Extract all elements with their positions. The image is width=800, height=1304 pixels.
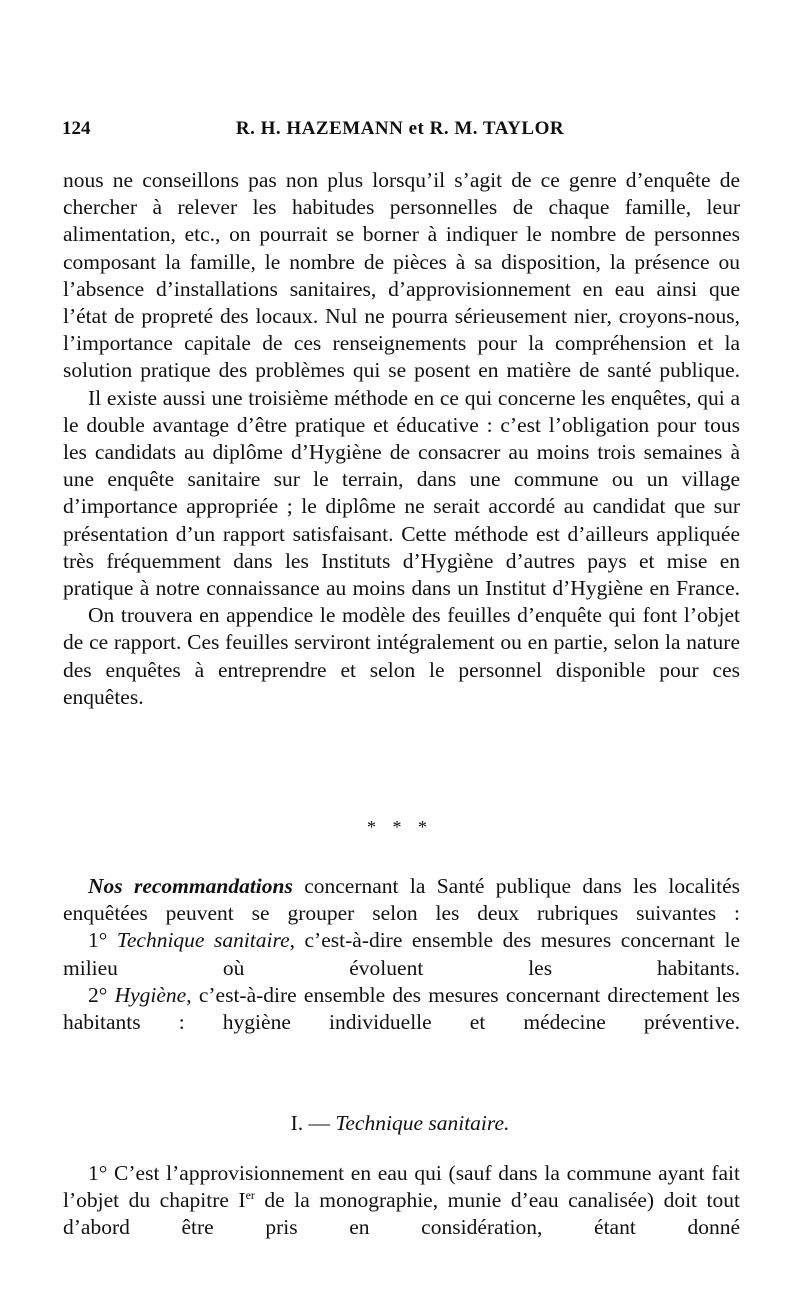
paragraph-3: On trouvera en appendice le modèle des feuilles d’enquête qui font l’objet de ce rapport. Ces feuilles serviront intégralement ou en partie, selon la nature des enquêtes à entreprendre et selon le personnel disponible pour ces enquêtes. [63, 603, 740, 709]
item-2-term: Hygiène [114, 982, 187, 1007]
recommendations-block [63, 873, 740, 1036]
recommendations-intro [63, 873, 740, 927]
section-paragraph [63, 1160, 740, 1242]
item-2-text: , c’est-à-dire ensemble des mesures concernant directement les habitants : hygiène individuelle et médecine préventive. [63, 982, 741, 1035]
recommendations-lead: Nos recommandations [88, 874, 293, 898]
section-heading [0, 1110, 800, 1137]
page-number: 124 [62, 118, 91, 139]
body-text-top [63, 167, 740, 711]
running-title: R. H. HAZEMANN et R. M. TAYLOR [235, 118, 565, 139]
section-title: Technique sanitaire. [335, 1111, 510, 1135]
section-body [63, 1160, 740, 1242]
recommendation-item-1 [63, 927, 740, 981]
item-2-number: 2° [88, 982, 108, 1007]
running-head [62, 118, 738, 146]
section-paragraph-end: de la monographie, munie d’eau canalisée) doit tout d’abord être pris en considération, étant donné [63, 1188, 740, 1240]
item-1-text: , c’est-à-dire ensemble des mesures concernant le milieu où évoluent les habitants. [63, 928, 741, 980]
ordinal-superscript: er [245, 1188, 255, 1203]
recommendations-intro-text: concernant la Santé publique dans les localités enquêtées peuvent se grouper selon les deux rubriques suivantes : [63, 874, 740, 926]
paragraph-1: nous ne conseillons pas non plus lorsqu’il s’agit de ce genre d’enquête de chercher à relever les habitudes personnelles de chaque famille, leur alimentation, etc., on pourrait se borner à indiquer le nombre de personnes composant la famille, le nombre de pièces à sa disposition, la présence ou l’absence d’installations sanitaires, d’approvisionnement en eau ainsi que l’état de propreté des locaux. Nul ne pourra sérieusement nier, croyons-nous, l’importance capitale de ces renseignements pour la compréhension et la solution pratique des problèmes qui se posent en matière de santé publique. [63, 168, 740, 383]
recommendation-item-2 [63, 982, 740, 1036]
item-1-number: 1° [88, 928, 108, 953]
item-1-term: Technique sanitaire [116, 928, 290, 953]
paragraph-2: Il existe aussi une troisième méthode en ce qui concerne les enquêtes, qui a le double avantage d’être pratique et éducative : c’est l’obligation pour tous les candidats au diplôme d’Hygiène de consacrer au moins trois semaines à une enquête sanitaire sur le terrain, dans une commune ou un village d’importance appropriée ; le diplôme ne serait accordé au candidat que sur présentation d’un rapport satisfaisant. Cette méthode est d’ailleurs appliquée très fréquemment dans les Instituts d’Hygiène d’autres pays et mise en pratique à notre connaissance au moins dans un Institut d’Hygiène en France. [63, 385, 740, 601]
section-numeral: I. — [290, 1111, 336, 1135]
section-ornament: * * * [367, 817, 433, 837]
section-paragraph-start: 1° C’est l’approvisionnement en eau qui (sauf dans la commune ayant fait l’objet du chapitre I [63, 1161, 740, 1213]
